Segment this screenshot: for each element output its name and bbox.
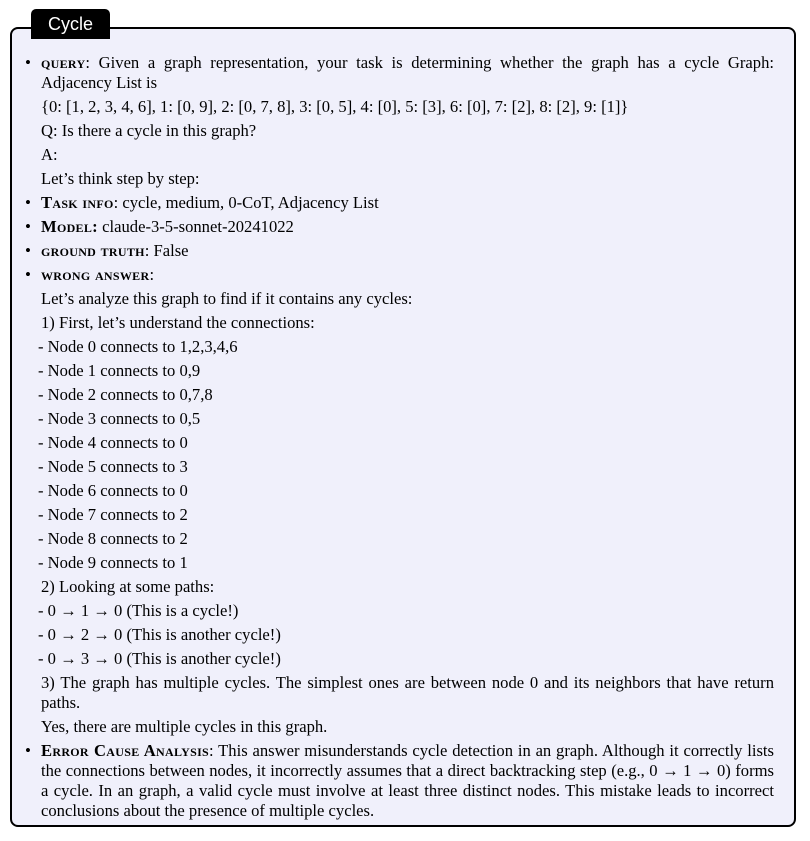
answer-line: - Node 0 connects to 1,2,3,4,6	[38, 337, 238, 356]
query-label: query	[41, 53, 86, 72]
ground-truth-item	[12, 239, 794, 263]
task-info-value: : cycle, medium, 0-CoT, Adjacency List	[113, 193, 379, 212]
answer-line: 1) First, let’s understand the connections:	[41, 313, 315, 332]
answer-line: - 0 → 1 → 0 (This is a cycle!)	[38, 601, 239, 620]
model-item	[12, 215, 794, 239]
error-analysis-label: Error Cause Analysis	[41, 741, 210, 760]
query-text	[41, 51, 774, 95]
answer-line: - Node 7 connects to 2	[38, 505, 188, 524]
answer-line: - Node 8 connects to 2	[38, 529, 188, 548]
answer-line: - Node 1 connects to 0,9	[38, 361, 201, 380]
answer-prefix: A:	[41, 145, 58, 164]
model-value: claude-3-5-sonnet-20241022	[98, 217, 294, 236]
answer-line: - Node 9 connects to 1	[38, 553, 188, 572]
answer-conclusion: Yes, there are multiple cycles in this graph.	[41, 717, 328, 736]
answer-line: - Node 4 connects to 0	[38, 433, 188, 452]
answer-line: - Node 2 connects to 0,7,8	[38, 385, 213, 404]
task-info-label: Task info	[41, 193, 114, 212]
answer-line: - Node 3 connects to 0,5	[38, 409, 201, 428]
question: Q: Is there a cycle in this graph?	[41, 121, 257, 140]
item-list	[12, 51, 794, 823]
ground-truth-value: : False	[144, 241, 189, 260]
answer-line: Let’s analyze this graph to find if it contains any cycles:	[41, 289, 413, 308]
answer-line: - Node 5 connects to 3	[38, 457, 188, 476]
ground-truth-label: ground truth	[41, 241, 145, 260]
wrong-answer-item	[12, 263, 794, 739]
wrong-answer-label: wrong answer	[41, 265, 150, 284]
answer-line: 2) Looking at some paths:	[41, 577, 215, 596]
cycle-tag: Cycle	[31, 9, 110, 39]
answer-step3: 3) The graph has multiple cycles. The simplest ones are between node 0 and its neighbors that have return paths.	[41, 673, 774, 712]
task-info-item	[12, 191, 794, 215]
content-card	[10, 27, 796, 827]
model-label: Model:	[41, 217, 98, 236]
query-description: : Given a graph representation, your task is determining whether the graph has a cycle Graph: Adjacency List is	[41, 53, 774, 92]
wrong-answer-colon: :	[149, 265, 155, 284]
error-analysis-text: : This answer misunderstands cycle detection in an graph. Although it correctly lists the connections between nodes, it incorrectly assumes that a direct backtracking step (e.g., 0 → 1 → 0) forms a cycle. In an graph, a valid cycle must involve at least three distinct nodes. This mistake leads to incorrect conclusions about the presence of multiple cycles.	[41, 741, 774, 820]
answer-line: - Node 6 connects to 0	[38, 481, 188, 500]
error-analysis-item	[12, 739, 794, 823]
adjacency-list: {0: [1, 2, 3, 4, 6], 1: [0, 9], 2: [0, 7, 8], 3: [0, 5], 4: [0], 5: [3], 6: [0], 7: [2], 8: [2], 9: [1]}	[41, 97, 629, 116]
query-item	[12, 51, 794, 191]
answer-line: - 0 → 3 → 0 (This is another cycle!)	[38, 649, 281, 668]
answer-line: - 0 → 2 → 0 (This is another cycle!)	[38, 625, 281, 644]
prompt: Let’s think step by step:	[41, 169, 200, 188]
